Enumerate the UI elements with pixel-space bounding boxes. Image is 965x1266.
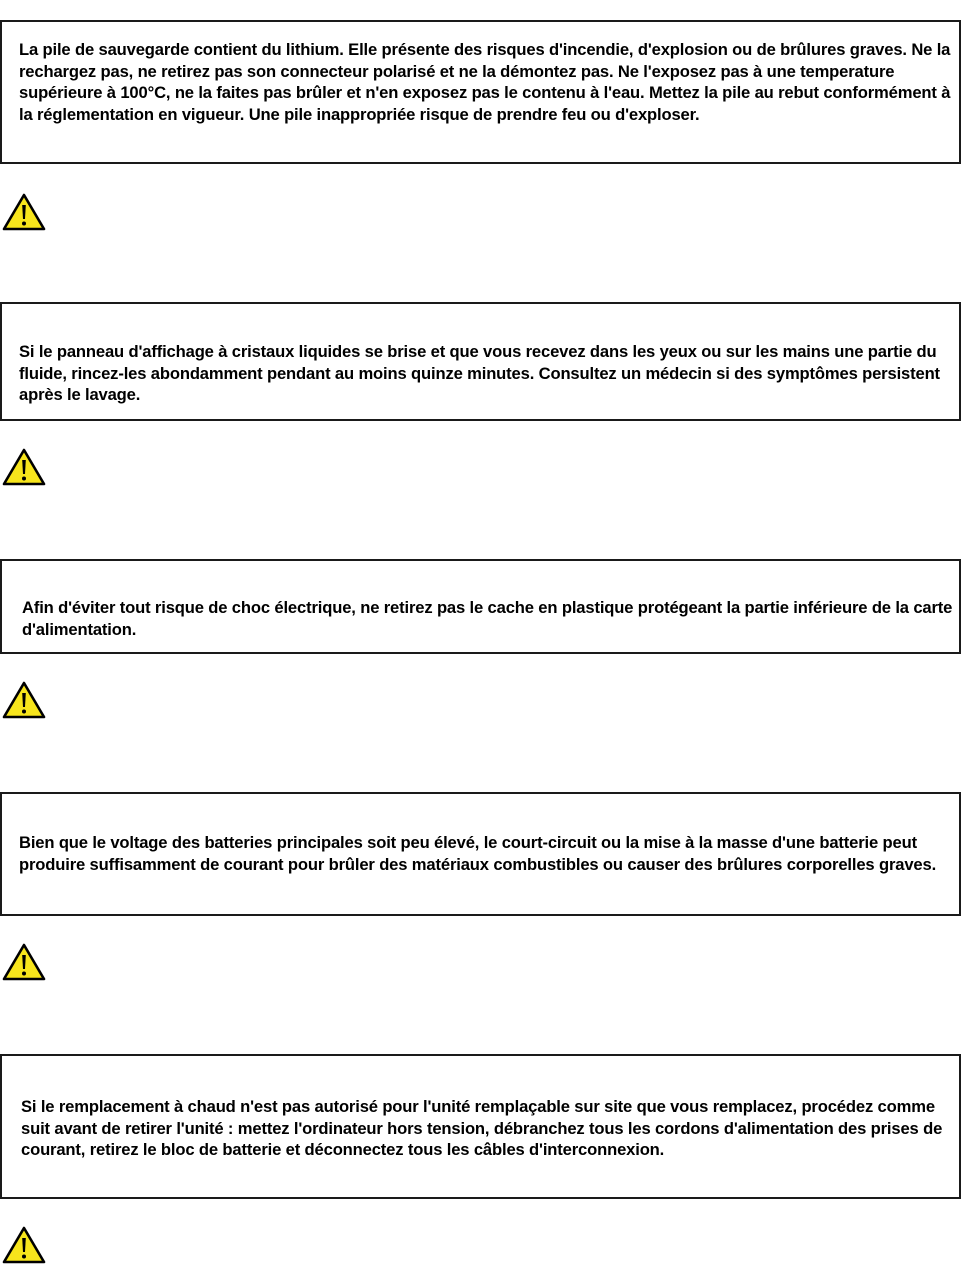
warning-triangle-icon bbox=[2, 943, 46, 981]
notice-text: Si le remplacement à chaud n'est pas autorisé pour l'unité remplaçable sur site que vous remplacez, procédez comme suit avant de retirer l'unité : mettez l'ordinateur hors tension, débranchez tous les cordons d'alimentation des prises de courant, retirez le bloc de batterie et déconnectez tous les câbles d'interconnexion. bbox=[21, 1097, 943, 1159]
notice-text: La pile de sauvegarde contient du lithium. Elle présente des risques d'incendie, d'explosion ou de brûlures graves. Ne la rechargez pas, ne retirez pas son connecteur polarisé et ne la démontez pas. Ne l'exposez pas à une temperature supérieure à 100°C, ne la faites pas brûler et n'en exposez pas le contenu à l'eau. Mettez la pile au rebut conformément à la réglementation en vigueur. Une pile inappropriée risque de prendre feu ou d'exploser. bbox=[19, 40, 951, 124]
notice-box-electric-shock bbox=[0, 559, 961, 654]
notice-text: Si le panneau d'affichage à cristaux liquides se brise et que vous recevez dans les yeux ou sur les mains une partie du fluide, rincez-les abondamment pendant au moins quinze minutes. Consultez un médecin si des symptômes persistent après le lavage. bbox=[19, 342, 940, 404]
notice-box-battery-short-circuit bbox=[0, 792, 961, 916]
notice-box-backup-battery bbox=[0, 20, 961, 164]
warning-triangle-icon bbox=[2, 193, 46, 231]
warning-triangle-icon bbox=[2, 681, 46, 719]
notice-box-hot-swap bbox=[0, 1054, 961, 1199]
notice-text: Afin d'éviter tout risque de choc électrique, ne retirez pas le cache en plastique protégeant la partie inférieure de la carte d'alimentation. bbox=[22, 598, 953, 639]
notice-text: Bien que le voltage des batteries principales soit peu élevé, le court-circuit ou la mise à la masse d'une batterie peut produire suffisamment de courant pour brûler des matériaux combustibles ou causer des brûlures corporelles graves. bbox=[19, 833, 937, 874]
warning-triangle-icon bbox=[2, 1226, 46, 1264]
notice-box-lcd-fluid bbox=[0, 302, 961, 421]
warning-triangle-icon bbox=[2, 448, 46, 486]
